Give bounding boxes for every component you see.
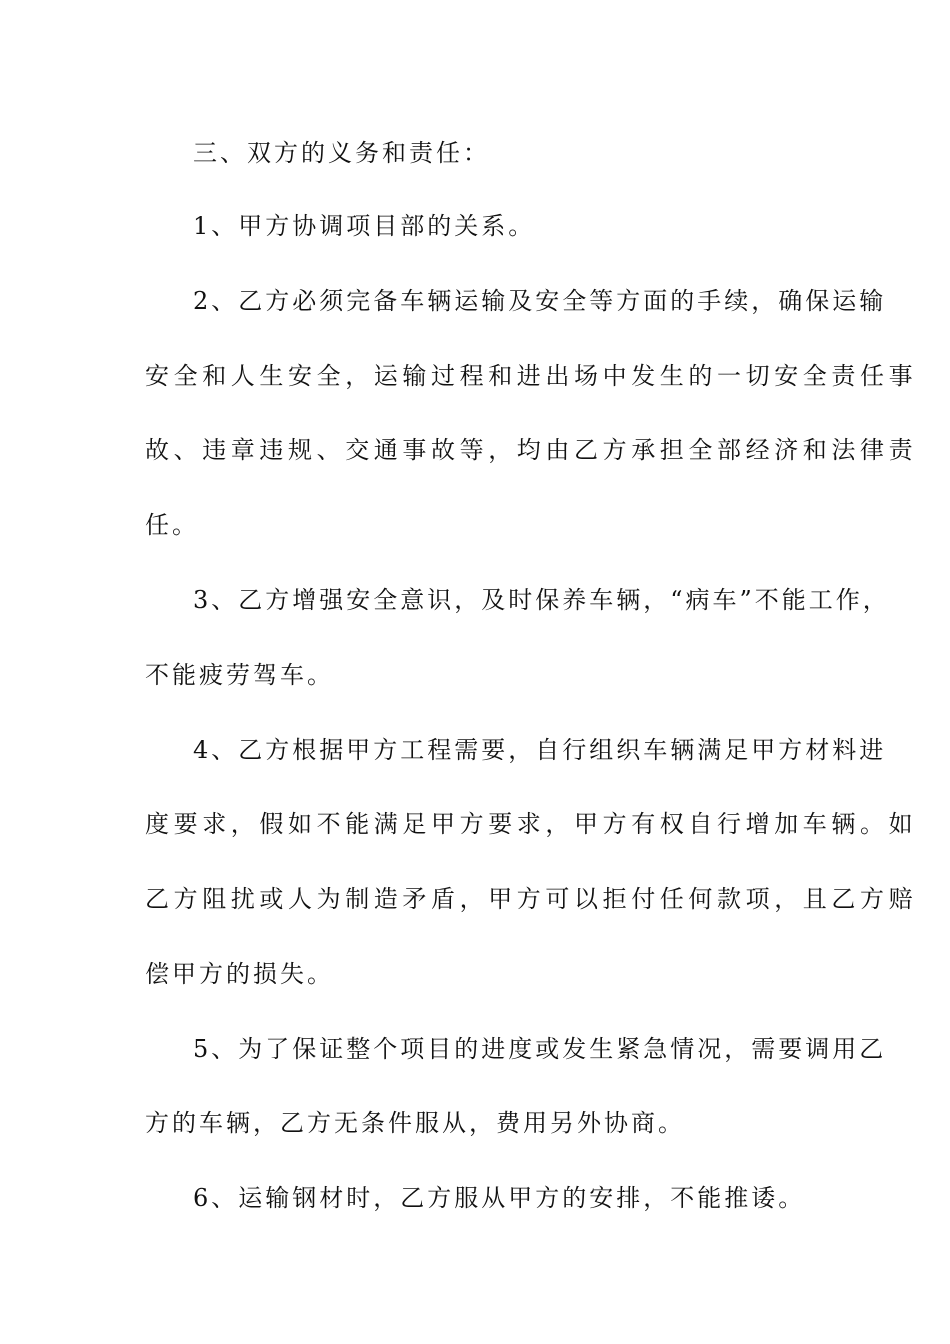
clause-2-line-4: 任。: [145, 511, 199, 539]
clause-4-line-1: 4、乙方根据甲方工程需要，自行组织车辆满足甲方材料进: [193, 736, 887, 764]
clause-2-line-1: 2、乙方必须完备车辆运输及安全等方面的手续，确保运输: [193, 287, 887, 315]
clause-4-line-4: 偿甲方的损失。: [145, 960, 334, 988]
clause-4-line-2: 度要求，假如不能满足甲方要求，甲方有权自行增加车辆。如: [145, 810, 918, 838]
clause-3-line-1: 3、乙方增强安全意识，及时保养车辆，“病车”不能工作，: [193, 586, 890, 614]
clause-2-line-3: 故、违章违规、交通事故等，均由乙方承担全部经济和法律责: [145, 436, 918, 464]
clause-6-line-1: 6、运输钢材时，乙方服从甲方的安排，不能推诿。: [193, 1184, 806, 1212]
clause-3-line-2: 不能疲劳驾车。: [145, 661, 334, 689]
clause-2-line-2: 安全和人生安全，运输过程和进出场中发生的一切安全责任事: [145, 362, 918, 390]
clause-5-line-2: 方的车辆，乙方无条件服从，费用另外协商。: [145, 1109, 685, 1137]
section-heading: 三、双方的义务和责任：: [193, 139, 490, 167]
clause-5-line-1: 5、为了保证整个项目的进度或发生紧急情况，需要调用乙: [193, 1035, 887, 1063]
clause-4-line-3: 乙方阻扰或人为制造矛盾，甲方可以拒付任何款项，且乙方赔: [145, 885, 918, 913]
clause-1-line-1: 1、甲方协调项目部的关系。: [193, 212, 536, 240]
